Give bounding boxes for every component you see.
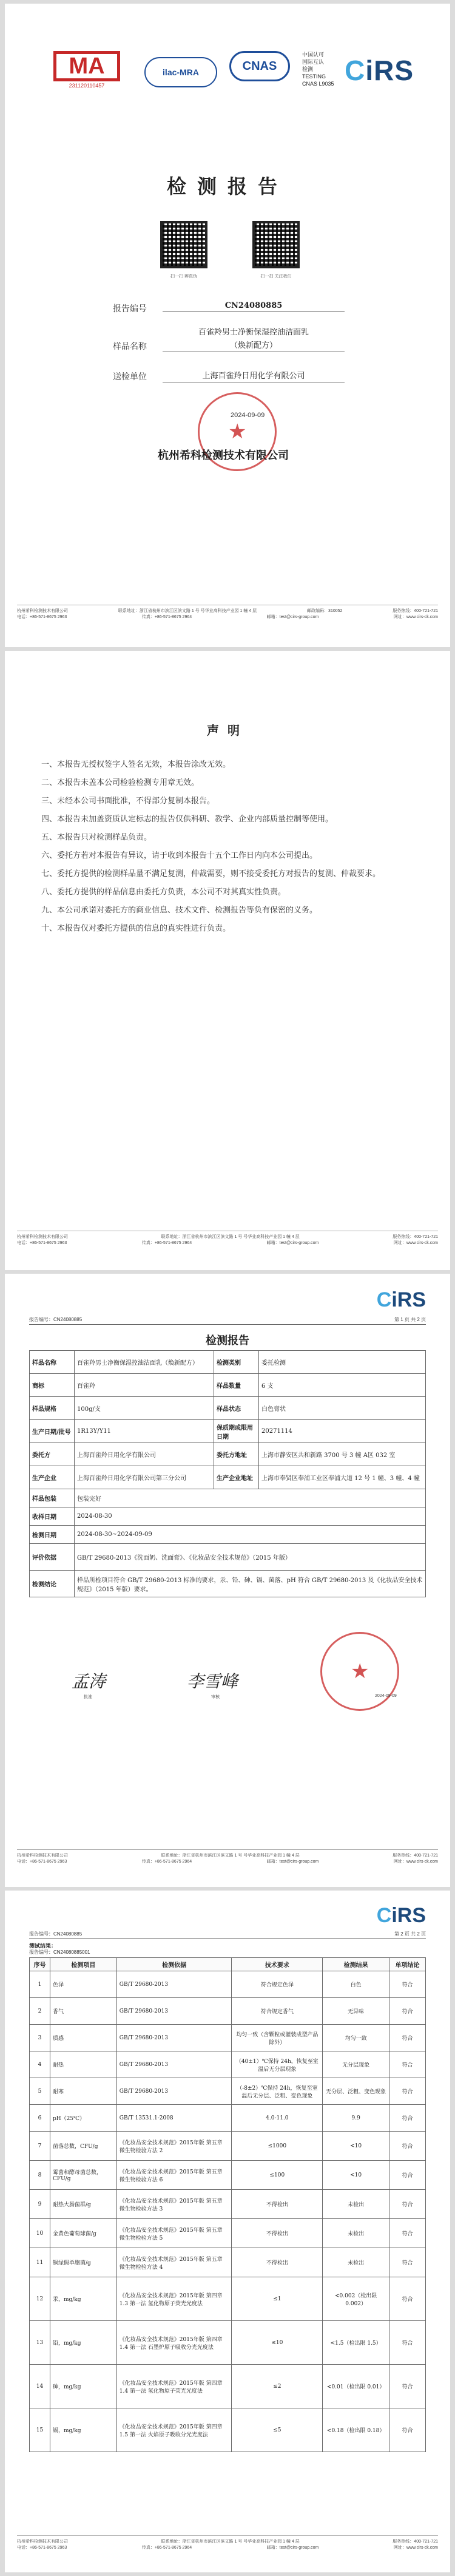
table-cell: （40±1）℃保持 24h，恢复至室温后无分层现象 [232, 2051, 323, 2078]
statement-title: 声明 [207, 723, 248, 738]
table-cell: GB/T 29680-2013 [116, 1971, 232, 1998]
table-cell: 《化妆品安全技术规范》2015年版 第五章 微生物检验方法 2 [116, 2132, 232, 2161]
table-cell: 符合 [389, 2219, 426, 2248]
table-cell: 菌落总数，CFU/g [50, 2132, 116, 2161]
cnas-caption: 中国认可 国际互认 检测 TESTING CNAS L9035 [302, 52, 334, 87]
results-section-title: 测试结果： [29, 1943, 57, 1949]
cover-page [5, 4, 450, 647]
info-page [5, 1274, 450, 1887]
table-row [30, 2025, 426, 2051]
table-cell: <0.18（检出限 0.18） [323, 2408, 389, 2452]
reviewer-signature: 李雪峰 [187, 1671, 238, 1691]
cma-logo: MA 231120110457 [53, 51, 120, 93]
table-cell: 未检出 [323, 2248, 389, 2277]
info-value: 2024-08-30~2024-09-09 [75, 1526, 426, 1544]
info-value: 白色膏状 [259, 1397, 426, 1420]
table-cell: 9 [30, 2190, 50, 2219]
table-cell: 汞，mg/kg [50, 2277, 116, 2321]
page-header: 报告编号：CN24080885 第 2 页 共 2 页 [29, 1931, 426, 1939]
table-cell: <0.002（检出限 0.002） [323, 2277, 389, 2321]
info-label: 检测结论 [30, 1571, 75, 1597]
table-cell: 1 [30, 1971, 50, 1998]
table-cell: ≤2 [232, 2365, 323, 2408]
info-label: 商标 [30, 1374, 75, 1397]
table-cell: 《化妆品安全技术规范》2015年版 第四章 1.3 第一法 氢化物原子荧光光度法 [116, 2277, 232, 2321]
table-row [30, 2078, 426, 2105]
table-cell: 符合 [389, 1971, 426, 1998]
page-header: 报告编号：CN24080885 第 1 页 共 2 页 [29, 1316, 426, 1325]
table-cell: 霉菌和酵母菌总数，CFU/g [50, 2161, 116, 2190]
table-cell: 色泽 [50, 1971, 116, 1998]
statement-item: 八、委托方提供的样品信息由委托方负责，本公司不对其真实性负责。 [41, 888, 286, 897]
sample-info-table [29, 1350, 426, 1597]
report-no-value: CN24080885 [163, 301, 345, 312]
info-label: 生产日期/批号 [30, 1420, 75, 1443]
table-cell: 无分层、泛粗、变色现象 [323, 2078, 389, 2105]
table-cell: 9.9 [323, 2105, 389, 2132]
info-label: 评价依据 [30, 1544, 75, 1571]
table-row [30, 2132, 426, 2161]
statement-item: 九、本公司承诺对委托方的商业信息、技术文件、检测报告等负有保密的义务。 [41, 906, 318, 915]
ilac-logo: ilac-MRA [144, 57, 217, 87]
table-row [30, 2365, 426, 2408]
qr-code-follow[interactable] [252, 221, 300, 268]
table-cell: 8 [30, 2161, 50, 2190]
table-cell: 《化妆品安全技术规范》2015年版 第五章 微生物检验方法 5 [116, 2219, 232, 2248]
table-cell: 耐热大肠菌群/g [50, 2190, 116, 2219]
table-cell: 15 [30, 2408, 50, 2452]
results-report-no: 报告编号：CN24080885001 [29, 1949, 90, 1955]
table-cell: 均匀一致 [323, 2025, 389, 2051]
statement-item: 四、本报告未加盖资质认定标志的报告仅供科研、教学、企业内部质量控制等使用。 [41, 815, 334, 824]
issuing-company: 杭州希科检测技术有限公司 [158, 449, 289, 462]
table-cell: 符合 [389, 2190, 426, 2219]
info-value: 百雀羚男士净衡保湿控油洁面乳（焕新配方） [75, 1351, 214, 1374]
statement-item: 七、委托方提供的检测样品量不满足复测，仲裁需要，则不接受委托方对报告的复测、仲裁要求。 [41, 869, 381, 878]
reviewer-label: 审核 [211, 1695, 220, 1699]
approver-label: 批准 [84, 1695, 92, 1699]
info-label: 生产企业 [30, 1466, 75, 1489]
column-header: 序号 [30, 1958, 50, 1971]
table-cell: 符合 [389, 2277, 426, 2321]
table-cell: 《化妆品安全技术规范》2015年版 第五章 微生物检验方法 3 [116, 2190, 232, 2219]
statement-item: 一、本报告无授权签字人签名无效，本报告涂改无效。 [41, 760, 231, 769]
table-cell: 耐热 [50, 2051, 116, 2078]
info-label: 检测日期 [30, 1526, 75, 1544]
table-cell: 4 [30, 2051, 50, 2078]
table-cell: （-8±2）℃保持 24h，恢复至室温后无分层、泛粗、变色现象 [232, 2078, 323, 2105]
info-label: 样品名称 [30, 1351, 75, 1374]
page-footer: 杭州希科检测技术有限公司 联系地址：浙江省杭州市滨江区滨文路 1 号 号华业高科技产业园 1 幢 4 层 邮政编码：310052 服务热线：400-721-721 电话：+86-571-8675 2963 传真：+86-571-8675 2964 邮箱：test@cirs-group.com 网址：www.cirs-ck.com [17, 605, 438, 620]
table-cell: 均匀一致（含颗粒或灌装成型产品除外） [232, 2025, 323, 2051]
statement-item: 六、委托方若对本报告有异议，请于收到本报告十五个工作日内向本公司提出。 [41, 851, 318, 860]
table-cell: 符合 [389, 2365, 426, 2408]
table-cell: 砷，mg/kg [50, 2365, 116, 2408]
sample-name-label: 样品名称 [113, 342, 147, 352]
seal-date: 2024-09-09 [231, 412, 265, 419]
table-cell: <0.01（检出限 0.01） [323, 2365, 389, 2408]
cirs-header-logo: CiRS [376, 1288, 426, 1311]
statement-list [41, 759, 420, 941]
info-label: 样品数量 [214, 1374, 259, 1397]
table-row [30, 1971, 426, 1998]
table-cell: 符合 [389, 2051, 426, 2078]
statement-item: 十、本报告仅对委托方提供的信息的真实性进行负责。 [41, 924, 231, 933]
table-cell: 符合 [389, 2132, 426, 2161]
column-header: 单项结论 [389, 1958, 426, 1971]
table-cell: 符合 [389, 2161, 426, 2190]
info-label: 样品状态 [214, 1397, 259, 1420]
cnas-logo: CNAS [229, 51, 296, 87]
info-row [30, 1526, 426, 1544]
table-cell: 无分层现象 [323, 2051, 389, 2078]
table-cell: 铅，mg/kg [50, 2321, 116, 2365]
sample-name-line1: 百雀羚男士净衡保湿控油洁面乳 [198, 328, 309, 337]
info-value: 上海市静安区共和新路 3700 号 3 幢 A区 032 室 [259, 1443, 426, 1466]
info-row [30, 1397, 426, 1420]
info-value: 20271114 [259, 1420, 426, 1443]
table-cell: 符合 [389, 2248, 426, 2277]
info-row [30, 1351, 426, 1374]
statement-item: 五、本报告只对检测样品负责。 [41, 833, 152, 842]
table-cell: 6 [30, 2105, 50, 2132]
table-cell: 符合 [389, 2321, 426, 2365]
info-label: 收样日期 [30, 1507, 75, 1526]
table-cell: 《化妆品安全技术规范》2015年版 第四章 1.5 第一法 火焰原子吸收分光光度法 [116, 2408, 232, 2452]
info-label: 生产企业地址 [214, 1466, 259, 1489]
table-cell: 13 [30, 2321, 50, 2365]
table-cell: 14 [30, 2365, 50, 2408]
cirs-logo: CiRS [345, 55, 414, 86]
table-cell: GB/T 29680-2013 [116, 2025, 232, 2051]
cirs-header-logo: CiRS [376, 1904, 426, 1927]
column-header: 检测结果 [323, 1958, 389, 1971]
info-label: 样品包装 [30, 1489, 75, 1507]
table-cell: ≤5 [232, 2408, 323, 2452]
info-value: 1R13Y/Y11 [75, 1420, 214, 1443]
column-header: 检测项目 [50, 1958, 116, 1971]
table-cell: 《化妆品安全技术规范》2015年版 第四章 1.4 第一法 氢化物原子荧光光度法 [116, 2365, 232, 2408]
table-cell: 镉，mg/kg [50, 2408, 116, 2452]
table-row [30, 2248, 426, 2277]
table-cell: 符合 [389, 2078, 426, 2105]
table-row [30, 2408, 426, 2452]
info-label: 委托方地址 [214, 1443, 259, 1466]
table-row [30, 1998, 426, 2025]
table-row [30, 2190, 426, 2219]
qr-follow-label: 扫一扫 关注我们 [260, 274, 292, 279]
table-cell: <1.5（检出限 1.5） [323, 2321, 389, 2365]
logo-row [23, 33, 432, 100]
table-cell: 符合 [389, 1998, 426, 2025]
column-header: 检测依据 [116, 1958, 232, 1971]
info-value: 包装完好 [75, 1489, 426, 1507]
table-cell: 《化妆品安全技术规范》2015年版 第五章 微生物检验方法 6 [116, 2161, 232, 2190]
table-cell: 不得检出 [232, 2219, 323, 2248]
info-row [30, 1466, 426, 1489]
table-cell: GB/T 13531.1-2008 [116, 2105, 232, 2132]
table-cell: 白色 [323, 1971, 389, 1998]
table-cell: 7 [30, 2132, 50, 2161]
info-row [30, 1544, 426, 1571]
sign-date: 2024-09-09 [375, 1694, 397, 1698]
column-header: 技术要求 [232, 1958, 323, 1971]
page-footer: 杭州希科检测技术有限公司 联系地址：浙江省杭州市滨江区滨文路 1 号 号华业高科技产业园 1 幢 4 层 服务热线：400-721-721 电话：+86-571-8675 2963 传真：+86-571-8675 2964 邮箱：test@cirs-group.com 网址：www.cirs-ck.com [17, 1231, 438, 1246]
info-value: 样品所检项目符合 GB/T 29680-2013 标准的要求，汞、铅、砷、镉、菌落、pH 符合 GB/T 29680-2013 及《化妆品安全技术规范》（2015 年版）要求。 [75, 1571, 426, 1597]
table-cell: 4.0-11.0 [232, 2105, 323, 2132]
info-label: 保质期或限用日期 [214, 1420, 259, 1443]
table-cell: 符合 [389, 2025, 426, 2051]
table-cell: ≤100 [232, 2161, 323, 2190]
table-cell: 铜绿假单胞菌/g [50, 2248, 116, 2277]
table-cell: 5 [30, 2078, 50, 2105]
table-cell: 《化妆品安全技术规范》2015年版 第四章 1.4 第一法 石墨炉原子吸收分光光度法 [116, 2321, 232, 2365]
page-footer: 杭州希科检测技术有限公司 联系地址：浙江省杭州市滨江区滨文路 1 号 号华业高科技产业园 1 幢 4 层 服务热线：400-721-721 电话：+86-571-8675 2963 传真：+86-571-8675 2964 邮箱：test@cirs-group.com 网址：www.cirs-ck.com [17, 2535, 438, 2551]
info-value: 100g/支 [75, 1397, 214, 1420]
table-cell: 不得检出 [232, 2190, 323, 2219]
page-footer: 杭州希科检测技术有限公司 联系地址：浙江省杭州市滨江区滨文路 1 号 号华业高科技产业园 1 幢 4 层 服务热线：400-721-721 电话：+86-571-8675 2963 传真：+86-571-8675 2964 邮箱：test@cirs-group.com 网址：www.cirs-ck.com [17, 1849, 438, 1864]
table-cell: 符合 [389, 2408, 426, 2452]
table-cell: 符合 [389, 2105, 426, 2132]
table-cell: <10 [323, 2161, 389, 2190]
table-cell: <10 [323, 2132, 389, 2161]
qr-code-verify[interactable] [160, 221, 207, 268]
table-cell: 未检出 [323, 2219, 389, 2248]
info-value: GB/T 29680-2013《洗面奶、洗面膏》、《化妆品安全技术规范》（2015 年版） [75, 1544, 426, 1571]
info-label: 样品规格 [30, 1397, 75, 1420]
info-value: 上海百雀羚日用化学有限公司第三分公司 [75, 1466, 214, 1489]
table-cell: 《化妆品安全技术规范》2015年版 第五章 微生物检验方法 4 [116, 2248, 232, 2277]
qr-verify-label: 扫一扫 辨真伪 [170, 274, 197, 279]
info-value: 上海百雀羚日用化学有限公司 [75, 1443, 214, 1466]
table-row [30, 2321, 426, 2365]
table-cell: 10 [30, 2219, 50, 2248]
info-row [30, 1571, 426, 1597]
table-cell: GB/T 29680-2013 [116, 1998, 232, 2025]
approver-signature: 孟涛 [72, 1671, 106, 1691]
table-cell: pH（25℃） [50, 2105, 116, 2132]
client-label: 送检单位 [113, 372, 147, 382]
table-row [30, 2219, 426, 2248]
table-cell: 质感 [50, 2025, 116, 2051]
inspection-seal [320, 1632, 399, 1711]
info-value: 6 支 [259, 1374, 426, 1397]
table-cell: GB/T 29680-2013 [116, 2051, 232, 2078]
sample-name-line2: （焕新配方） [163, 339, 345, 352]
table-cell: 未检出 [323, 2190, 389, 2219]
info-value: 2024-08-30 [75, 1507, 426, 1526]
table-cell: 2 [30, 1998, 50, 2025]
results-page [5, 1891, 450, 2572]
info-value: 百雀羚 [75, 1374, 214, 1397]
table-cell: 3 [30, 2025, 50, 2051]
statement-item: 二、本报告未盖本公司检验检测专用章无效。 [41, 778, 200, 787]
table-cell: 符合规定色泽 [232, 1971, 323, 1998]
table-cell: ≤1000 [232, 2132, 323, 2161]
info-label: 委托方 [30, 1443, 75, 1466]
table-cell: 不得检出 [232, 2248, 323, 2277]
table-cell: ≤10 [232, 2321, 323, 2365]
info-label: 检测类别 [214, 1351, 259, 1374]
table-cell: 无异味 [323, 1998, 389, 2025]
results-table [29, 1957, 426, 2452]
info-row [30, 1443, 426, 1466]
info-row [30, 1507, 426, 1526]
statement-page [5, 651, 450, 1270]
statement-item: 三、未经本公司书面批准，不得部分复制本报告。 [41, 797, 215, 806]
table-cell: 符合规定香气 [232, 1998, 323, 2025]
table-row [30, 2105, 426, 2132]
table-cell: 香气 [50, 1998, 116, 2025]
report-no-label: 报告编号 [113, 304, 147, 314]
client-value: 上海百雀羚日用化学有限公司 [163, 369, 345, 382]
table-row [30, 2161, 426, 2190]
table-cell: ≤1 [232, 2277, 323, 2321]
table-cell: 耐寒 [50, 2078, 116, 2105]
table-row [30, 2051, 426, 2078]
table-cell: GB/T 29680-2013 [116, 2078, 232, 2105]
info-value: 上海市奉贤区奉浦工业区奉浦大道 12 号 1 幢、3 幢、4 幢 [259, 1466, 426, 1489]
info-title: 检测报告 [206, 1334, 249, 1347]
table-cell: 11 [30, 2248, 50, 2277]
table-row [30, 2277, 426, 2321]
report-title: 检测报告 [166, 175, 288, 198]
table-cell: 12 [30, 2277, 50, 2321]
info-row [30, 1489, 426, 1507]
table-cell: 金黄色葡萄球菌/g [50, 2219, 116, 2248]
info-row [30, 1374, 426, 1397]
info-value: 委托检测 [259, 1351, 426, 1374]
info-row [30, 1420, 426, 1443]
